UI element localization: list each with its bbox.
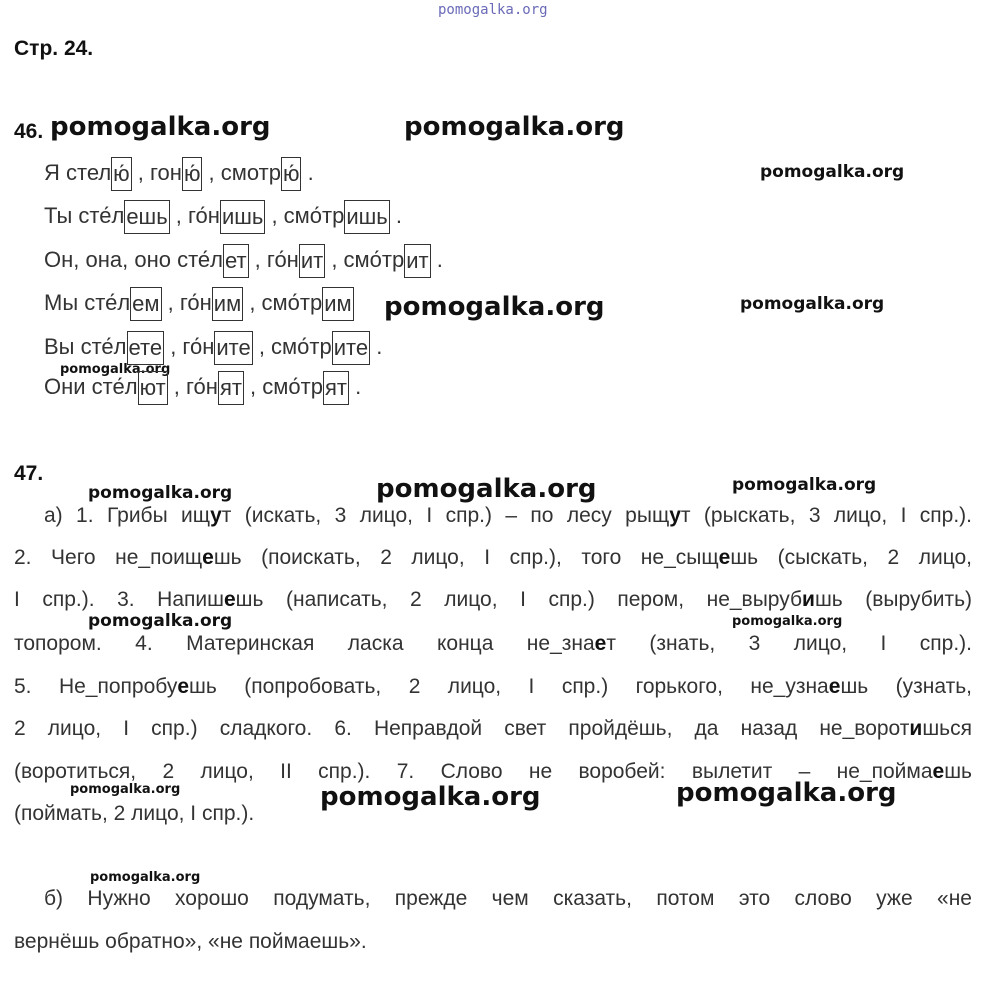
bold-ending-letter: е: [202, 546, 214, 569]
text-segment: т (рыскать, 3 лицо, I спр.).: [680, 504, 973, 527]
watermark: pomogalka.org: [320, 782, 541, 812]
watermark: pomogalka.org: [50, 112, 271, 142]
boxed-ending: им: [212, 287, 243, 321]
boxed-ending: ишь: [220, 200, 265, 234]
word-stem: Ты сте́л: [44, 202, 125, 228]
text-segment: т (знать, 3 лицо, I спр.).: [606, 632, 972, 655]
boxed-ending: ит: [404, 244, 430, 278]
word-stem: Они сте́л: [44, 373, 138, 399]
word-stem: Я стел: [44, 159, 112, 185]
text-segment: шь (вырубить): [814, 588, 973, 611]
word-stem: , смо́тр: [252, 333, 332, 359]
boxed-ending: ите: [214, 331, 252, 365]
word-stem: .: [389, 202, 402, 228]
text-segment: I спр.). 3. Напиш: [14, 588, 224, 611]
bold-ending-letter: у: [669, 504, 681, 527]
word-stem: , смо́тр: [325, 246, 405, 272]
text-segment: шь (попробовать, 2 лицо, I спр.) горького, не_узна: [189, 675, 829, 698]
text-line-a: [14, 802, 972, 826]
watermark: pomogalka.org: [404, 112, 625, 142]
text-segment: (поймать, 2 лицо, I спр.).: [14, 802, 255, 825]
boxed-ending: ю́: [111, 157, 132, 191]
watermark: pomogalka.org: [60, 362, 171, 377]
boxed-ending: ешь: [124, 200, 169, 234]
text-line-a: [14, 504, 972, 528]
boxed-ending: ет: [223, 244, 249, 278]
watermark: pomogalka.org: [70, 782, 181, 797]
text-segment: (воротиться, 2 лицо, II спр.). 7. Слово не воробей: вылетит – не_пойма: [14, 760, 933, 783]
word-stem: , смо́тр: [265, 202, 345, 228]
boxed-ending: ют: [138, 371, 168, 405]
bold-ending-letter: е: [594, 632, 607, 655]
text-line-b: б) Нужно хорошо подумать, прежде чем сказать, потом это слово уже «не: [44, 887, 972, 910]
conjugation-row: [44, 157, 314, 191]
boxed-ending: ит: [299, 244, 325, 278]
watermark: pomogalka.org: [88, 611, 233, 631]
text-line-a: [14, 717, 972, 741]
conjugation-row: [44, 244, 443, 278]
bold-ending-letter: е: [828, 675, 841, 698]
watermark: pomogalka.org: [88, 483, 233, 503]
watermark: pomogalka.org: [732, 614, 843, 629]
word-stem: , го́н: [248, 246, 299, 272]
text-segment: шь: [944, 760, 972, 783]
text-line-a: [14, 588, 972, 612]
text-segment: шь (сыскать, 2 лицо,: [730, 546, 972, 569]
boxed-ending: ят: [323, 371, 349, 405]
exercise-47-number: 47.: [14, 462, 44, 485]
text-line-a: [14, 546, 972, 570]
bold-ending-letter: у: [210, 504, 222, 527]
boxed-ending: ете: [127, 331, 165, 365]
text-segment: шь (поискать, 2 лицо, I спр.), того не_сыщ: [213, 546, 719, 569]
conjugation-row: [44, 200, 402, 234]
text-line-a: [14, 632, 972, 656]
boxed-ending: ю́: [182, 157, 203, 191]
word-stem: .: [348, 373, 362, 399]
text-line-a: [14, 760, 972, 784]
watermark: pomogalka.org: [90, 870, 201, 885]
word-stem: , смотр: [202, 159, 281, 185]
boxed-ending: ишь: [344, 200, 389, 234]
conjugation-row: [44, 331, 382, 365]
watermark: pomogalka.org: [384, 292, 605, 322]
watermark-top: pomogalka.org: [438, 2, 548, 18]
word-stem: , го́н: [169, 202, 220, 228]
text-segment: 5. Не_попробу: [14, 675, 178, 698]
text-line-a: [14, 675, 972, 699]
watermark: pomogalka.org: [676, 778, 897, 808]
conjugation-row: [44, 287, 354, 321]
text-segment: 2. Чего не_поищ: [14, 546, 203, 569]
text-segment: шь (написать, 2 лицо, I спр.) пером, не_выруб: [235, 588, 803, 611]
text-segment: а) 1. Грибы ищ: [44, 504, 211, 527]
word-stem: .: [301, 159, 314, 185]
watermark: pomogalka.org: [376, 474, 597, 504]
word-stem: , гон: [131, 159, 182, 185]
text-segment: 2 лицо, I спр.) сладкого. 6. Неправдой свет пройдёшь, да назад не_ворот: [14, 717, 910, 740]
word-stem: Мы сте́л: [44, 289, 131, 315]
word-stem: .: [430, 246, 443, 272]
page-number: Стр. 24.: [14, 37, 94, 60]
word-stem: Он, она, оно сте́л: [44, 246, 223, 272]
word-stem: , смо́тр: [243, 373, 323, 399]
text-line-b: вернёшь обратно», «не поймаешь».: [14, 930, 367, 953]
word-stem: , го́н: [167, 373, 218, 399]
boxed-ending: им: [322, 287, 353, 321]
exercise-46-number: 46.: [14, 120, 44, 143]
bold-ending-letter: е: [718, 546, 731, 569]
boxed-ending: ите: [332, 331, 370, 365]
word-stem: , го́н: [164, 333, 215, 359]
watermark: pomogalka.org: [760, 162, 905, 182]
text-segment: топором. 4. Материнская ласка конца не_зна: [14, 632, 595, 655]
conjugation-row: [44, 371, 361, 405]
watermark: pomogalka.org: [740, 294, 885, 314]
word-stem: .: [370, 333, 383, 359]
word-stem: , го́н: [161, 289, 212, 315]
boxed-ending: ят: [218, 371, 244, 405]
watermark: pomogalka.org: [732, 475, 877, 495]
bold-ending-letter: и: [909, 717, 923, 740]
text-segment: шь (узнать,: [840, 675, 972, 698]
boxed-ending: ем: [130, 287, 161, 321]
boxed-ending: ю́: [281, 157, 302, 191]
word-stem: Вы сте́л: [44, 333, 127, 359]
bold-ending-letter: и: [802, 588, 815, 611]
bold-ending-letter: е: [177, 675, 190, 698]
bold-ending-letter: е: [932, 760, 945, 783]
text-segment: шься: [922, 717, 972, 740]
text-segment: т (искать, 3 лицо, I спр.) – по лесу рыщ: [221, 504, 670, 527]
word-stem: , смо́тр: [243, 289, 323, 315]
bold-ending-letter: е: [223, 588, 236, 611]
